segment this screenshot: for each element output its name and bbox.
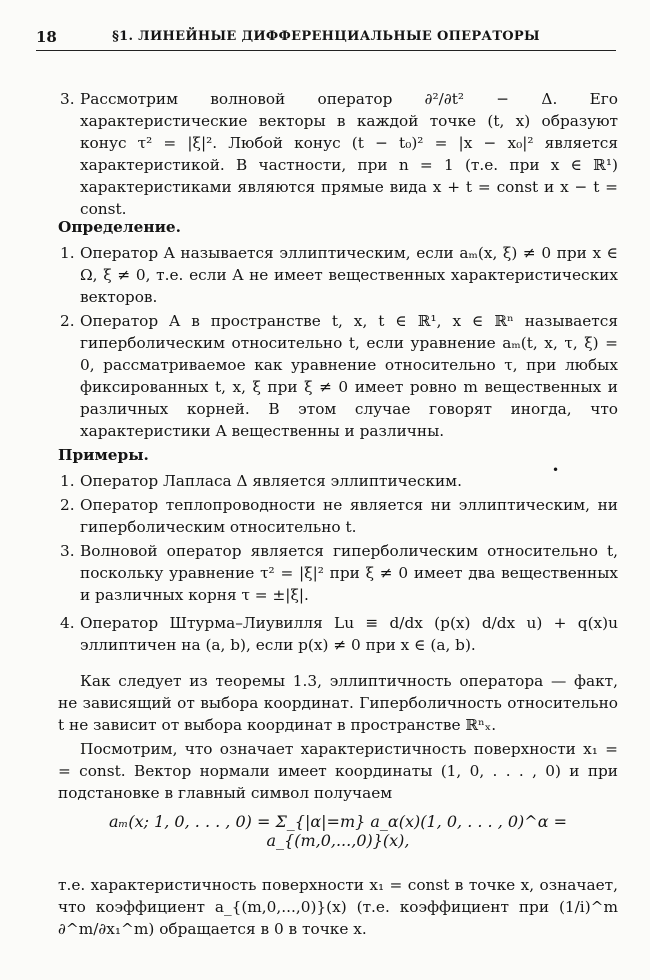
item-text: Рассмотрим волновой оператор ∂²/∂t² − Δ. Его характеристические векторы в каждой точке (t, x) образуют конус τ² = |ξ|². Любой конус (t − t₀)² = |x − x₀|² является характеристикой. В частности, при n = 1 (т.е. при x ∈ ℝ¹) характеристиками являются прямые вида x + t = const и x − t = const. [80,90,618,218]
item-number: 3. [60,542,75,560]
example-item-4 [60,612,618,656]
definition-heading: Определение. [58,218,181,236]
page-number: 18 [36,28,57,46]
example-item-2 [60,494,618,538]
examples-heading: Примеры. [58,446,149,464]
item-text: Оператор A называется эллиптическим, если aₘ(x, ξ) ≠ 0 при x ∈ Ω, ξ ≠ 0, т.е. если A не имеет вещественных характеристических векторов. [80,244,618,306]
item-number: 2. [60,312,75,330]
item-3-intro [60,88,618,220]
stray-mark: • [552,463,560,477]
item-text: Оператор Штурма–Лиувилля Lu ≡ d/dx (p(x) d/dx u) + q(x)u эллиптичен на (a, b), если p(x) ≠ 0 при x ∈ (a, b). [80,614,618,654]
item-number: 3. [60,90,75,108]
page-header [36,26,616,51]
paragraph-ellipticity: Как следует из теоремы 1.3, эллиптичность оператора — факт, не зависящий от выбора координат. Гиперболичность относительно t не зависит от выбора координат в пространстве ℝⁿₓ. [58,672,618,734]
item-text: Оператор теплопроводности не является ни эллиптическим, ни гиперболическим относительно t. [80,496,618,536]
paragraph-characteristic: Посмотрим, что означает характеристичность поверхности x₁ = = const. Вектор нормали имеет координаты (1, 0, . . . , 0) и при подстановке в главный символ получаем [58,740,618,802]
example-item-3 [60,540,618,606]
paragraph-conclusion: т.е. характеристичность поверхности x₁ = const в точке x, означает, что коэффициент a_{(m,0,...,0)}(x) (т.е. коэффициент при (1/i)^m ∂^m/∂x₁^m) обращается в 0 в точке x. [58,876,618,938]
running-head: §1. ЛИНЕЙНЫЕ ДИФФЕРЕНЦИАЛЬНЫЕ ОПЕРАТОРЫ [112,29,540,44]
item-text: Оператор Лапласа Δ является эллиптическим. [80,472,462,490]
item-number: 1. [60,472,75,490]
item-text: Волновой оператор является гиперболическим относительно t, поскольку уравнение τ² = |ξ|² при ξ ≠ 0 имеет два вещественных и различных корня τ = ±|ξ|. [80,542,618,604]
item-number: 4. [60,614,75,632]
definition-item-2 [60,310,618,442]
item-number: 2. [60,496,75,514]
item-number: 1. [60,244,75,262]
principal-symbol-formula: aₘ(x; 1, 0, . . . , 0) = Σ_{|α|=m} a_α(x)(1, 0, . . . , 0)^α = a_{(m,0,...,0)}(x), [108,812,567,850]
example-item-1 [60,470,618,492]
definition-item-1 [60,242,618,308]
item-text: Оператор A в пространстве t, x, t ∈ ℝ¹, x ∈ ℝⁿ называется гиперболическим относительно t, если уравнение aₘ(t, x, τ, ξ) = 0, рассматриваемое как уравнение относительно τ, при любых фиксированных t, x, ξ при ξ ≠ 0 имеет ровно m вещественных и различных корней. В этом случае говорят иногда, что характеристики A вещественны и различны. [80,312,618,440]
